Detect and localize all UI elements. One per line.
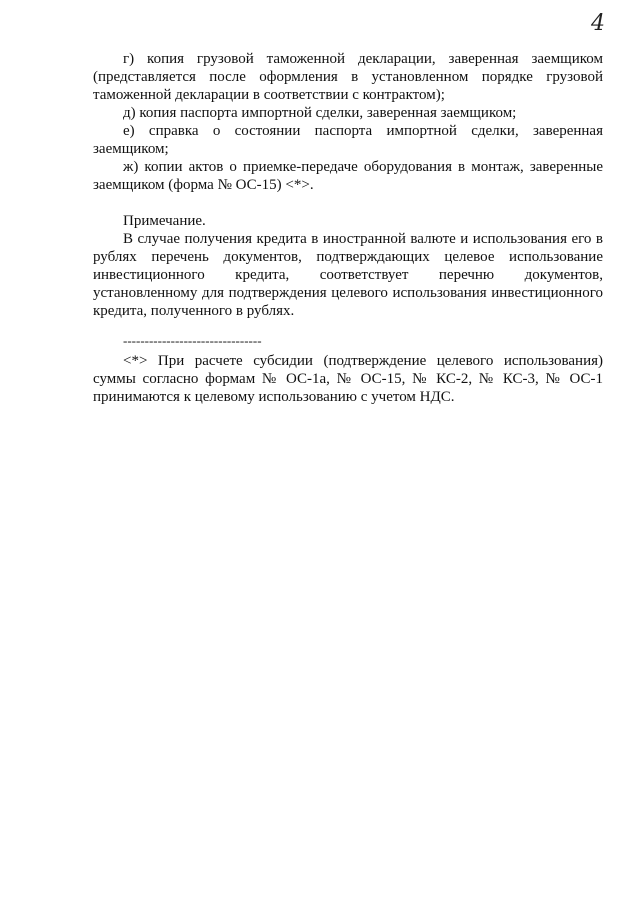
spacer [93, 194, 603, 212]
list-item-e: е) справка о состоянии паспорта импортной сделки, заверенная заемщиком; [93, 123, 603, 157]
page-number: 4 [591, 11, 605, 36]
document-body [93, 50, 603, 406]
list-item-d: д) копия паспорта импортной сделки, заверенная заемщиком; [123, 105, 517, 121]
spacer [93, 320, 603, 334]
footnote-text: <*> При расчете субсидии (подтверждение целевого использования) суммы согласно формам № ОС-1а, № ОС-15, № КС-2, № КС-3, № ОС-1 принимаются к целевому использованию с учетом НДС. [93, 353, 603, 405]
note-heading: Примечание. [123, 213, 206, 229]
list-item-zh: ж) копии актов о приемке-передаче оборудования в монтаж, заверенные заемщиком (форма № ОС-15) <*>. [93, 159, 603, 193]
footnote-separator: -------------------------------- [123, 334, 262, 348]
list-item-g: г) копия грузовой таможенной декларации, заверенная заемщиком (представляется после оформления в установленном порядке грузовой таможенной декларации в соответствии с контрактом); [93, 51, 603, 103]
note-text: В случае получения кредита в иностранной валюте и использования его в рублях перечень документов, подтверждающих целевое использование инвестиционного кредита, соответствует перечню документов, установленному для подтверждения целевого использования инвестиционного кредита, полученного в рублях. [93, 231, 603, 319]
